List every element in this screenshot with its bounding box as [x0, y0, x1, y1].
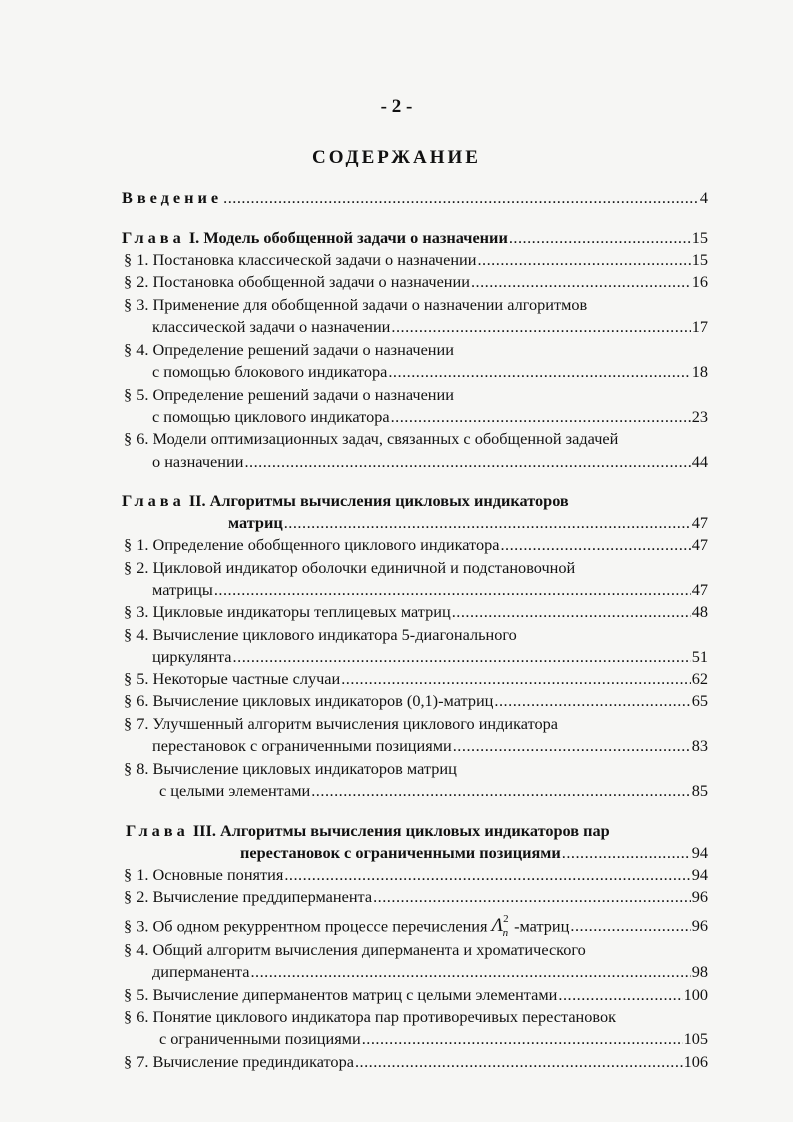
leader-dots [391, 407, 691, 427]
toc-entry-2-2-line1[interactable] [124, 558, 708, 580]
entry-label: § 1. Определение обобщенного циклового индикатора [124, 535, 500, 554]
entry-page: 51 [691, 647, 708, 666]
entry-page: 96 [691, 887, 708, 906]
entry-page: 62 [691, 669, 708, 688]
toc-entry-2-8-line1[interactable] [124, 759, 708, 781]
entry-label: § 6. Понятие циклового индикатора пар противоречивых перестановок [124, 1007, 617, 1026]
entry-page: 106 [683, 1052, 708, 1071]
leader-dots [214, 580, 691, 600]
toc-chapter-3-line2[interactable] [240, 843, 708, 865]
entry-label-continued: перестановок с ограниченными позициями [152, 736, 452, 755]
toc-entry-2-5[interactable] [124, 669, 708, 691]
entry-label: § 4. Общий алгоритм вычисления диперманента и хроматического [124, 940, 586, 959]
entry-page: 48 [691, 602, 708, 621]
entry-page: 23 [691, 407, 708, 426]
entry-page: 16 [691, 272, 708, 291]
leader-dots [558, 985, 682, 1005]
entry-page: 85 [691, 781, 708, 800]
leader-dots [233, 647, 691, 667]
leader-dots [391, 317, 690, 337]
toc-chapter-3-line1[interactable] [126, 821, 708, 843]
leader-dots [477, 250, 690, 270]
toc-entry-1-2[interactable] [124, 272, 708, 294]
lambda-symbol [491, 913, 514, 940]
chapter-heading [122, 228, 508, 248]
leader-dots [341, 669, 690, 689]
leader-dots [284, 865, 690, 885]
leader-dots [244, 452, 690, 472]
entry-label: § 2. Цикловой индикатор оболочки единичной и подстановочной [124, 558, 576, 577]
leader-dots [311, 781, 690, 801]
entry-label-continued: классической задачи о назначении [152, 317, 391, 336]
leader-dots [362, 1029, 683, 1049]
toc-entry-3-2[interactable] [124, 887, 708, 909]
entry-label: § 2. Вычисление преддиперманента [124, 887, 373, 906]
toc-entry-2-1[interactable] [124, 535, 708, 557]
entry-label: Введение [122, 188, 223, 207]
entry-page: 96 [691, 916, 708, 936]
entry-label: § 5. Вычисление диперманентов матриц с целыми элементами [124, 985, 558, 1004]
toc-entry-2-6[interactable] [124, 691, 708, 713]
entry-page: 100 [683, 985, 708, 1004]
chapter-word: Глава [122, 491, 185, 510]
lambda-subscript: n [502, 927, 509, 940]
leader-dots [494, 691, 690, 711]
toc-title: СОДЕРЖАНИЕ [312, 147, 481, 168]
leader-dots [500, 535, 690, 555]
entry-label: § 8. Вычисление цикловых индикаторов матриц [124, 759, 457, 778]
chapter-number: I. [188, 228, 200, 247]
leader-dots [452, 602, 691, 622]
entry-page: 47 [691, 513, 708, 532]
chapter-heading [126, 821, 610, 841]
toc-entry-1-5-line1[interactable] [124, 385, 708, 407]
toc-entry-3-3[interactable] [124, 913, 708, 940]
entry-page: 15 [691, 250, 708, 269]
leader-dots [284, 513, 691, 533]
entry-label: § 3. Цикловые индикаторы теплицевых матриц [124, 602, 451, 621]
entry-page: 47 [691, 580, 708, 599]
entry-label: § 2. Постановка обобщенной задачи о назначении [124, 272, 470, 291]
entry-page: 44 [691, 452, 708, 471]
leader-dots [509, 228, 691, 248]
toc-entry-1-6-line2[interactable] [152, 452, 708, 474]
toc-entry-3-4-line2[interactable] [152, 962, 708, 984]
toc-entry-3-4-line1[interactable] [124, 940, 708, 962]
chapter-title: Алгоритмы вычисления цикловых индикаторов пар [219, 821, 610, 840]
lambda-superscript: 2 [503, 913, 509, 925]
entry-label-continued: циркулянта [152, 647, 232, 666]
toc-entry-3-6-line1[interactable] [124, 1007, 708, 1029]
toc-chapter-2-line2[interactable] [228, 513, 708, 535]
entry-label: § 5. Определение решений задачи о назначении [124, 385, 454, 404]
entry-page: 47 [691, 535, 708, 554]
toc-entry-3-5[interactable] [124, 985, 708, 1007]
leader-dots [355, 1052, 683, 1072]
entry-page: 105 [683, 1029, 708, 1048]
chapter-title: Модель обобщенной задачи о назначении [203, 228, 508, 247]
page-number: - 2 - [380, 96, 413, 117]
entry-label: § 7. Вычисление прединдикатора [124, 1052, 354, 1071]
toc-entry-2-7-line2[interactable] [152, 736, 708, 758]
toc-entry-1-4-line2[interactable] [152, 362, 708, 384]
chapter-number: II. [188, 491, 206, 510]
entry-label: § 6. Модели оптимизационных задач, связанных с обобщенной задачей [124, 429, 619, 448]
leader-dots [562, 843, 691, 863]
toc-entry-2-2-line2[interactable] [152, 580, 708, 602]
entry-label: § 3. Применение для обобщенной задачи о назначении алгоритмов [124, 295, 588, 314]
toc-entry-2-3[interactable] [124, 602, 708, 624]
toc-entry-2-4-line1[interactable] [124, 625, 708, 647]
entry-label: § 7. Улучшенный алгоритм вычисления циклового индикатора [124, 714, 558, 733]
chapter-title: Алгоритмы вычисления цикловых индикаторов [209, 491, 569, 510]
leader-dots [570, 916, 690, 936]
entry-label: § 1. Постановка классической задачи о назначении [124, 250, 477, 269]
chapter-word: Глава [126, 821, 189, 840]
toc-entry-1-1[interactable] [124, 250, 708, 272]
entry-page: 4 [699, 188, 708, 207]
toc-entry-1-6-line1[interactable] [124, 429, 708, 451]
entry-label: § 5. Некоторые частные случаи [124, 669, 341, 688]
chapter-word: Глава [122, 228, 185, 247]
entry-page: 18 [691, 362, 708, 381]
entry-label: § 4. Определение решений задачи о назначении [124, 340, 454, 359]
entry-label-continued: матрицы [152, 580, 213, 599]
toc-entry-1-4-line1[interactable] [124, 340, 708, 362]
entry-label-start: § 3. Об одном рекуррентном процессе перечисления [124, 916, 488, 936]
toc-chapter-1[interactable] [122, 228, 708, 250]
entry-label-continued: диперманента [152, 962, 250, 981]
leader-dots [373, 887, 691, 907]
leader-dots [250, 962, 690, 982]
toc-chapter-2-line1[interactable] [122, 491, 708, 513]
toc-entry-introduction[interactable] [122, 188, 708, 210]
toc-entry-2-4-line2[interactable] [152, 647, 708, 669]
entry-label: § 1. Основные понятия [124, 865, 284, 884]
leader-dots [453, 736, 691, 756]
toc-entry-3-1[interactable] [124, 865, 708, 887]
toc-entry-1-3-line2[interactable] [152, 317, 708, 339]
entry-page: 94 [691, 843, 708, 862]
chapter-number: III. [192, 821, 216, 840]
entry-label-end: -матриц [514, 916, 570, 936]
entry-page: 94 [691, 865, 708, 884]
entry-page: 98 [691, 962, 708, 981]
entry-label-continued: с целыми элементами [159, 781, 311, 800]
toc-entry-3-7[interactable] [124, 1052, 708, 1074]
chapter-heading [122, 491, 569, 511]
chapter-title-continued: перестановок с ограниченными позициями [240, 843, 561, 862]
entry-label: § 4. Вычисление циклового индикатора 5-диагонального [124, 625, 517, 644]
entry-label-continued: с помощью циклового индикатора [152, 407, 390, 426]
leader-dots [471, 272, 691, 292]
leader-dots [388, 362, 690, 382]
entry-label: § 6. Вычисление цикловых индикаторов (0,1)-матриц [124, 691, 494, 710]
entry-page: 65 [691, 691, 708, 710]
entry-label-continued: о назначении [152, 452, 244, 471]
leader-dots [223, 188, 699, 208]
toc-entry-1-3-line1[interactable] [124, 295, 708, 317]
toc-entry-3-6-line2[interactable] [159, 1029, 708, 1051]
entry-label-continued: с ограниченными позициями [159, 1029, 361, 1048]
entry-page: 17 [691, 317, 708, 336]
lambda-glyph: Λ [491, 915, 504, 937]
toc-entry-2-8-line2[interactable] [159, 781, 708, 803]
toc-entry-1-5-line2[interactable] [152, 407, 708, 429]
chapter-title-continued: матриц [228, 513, 283, 532]
entry-page: 83 [691, 736, 708, 755]
toc-entry-2-7-line1[interactable] [124, 714, 708, 736]
entry-page: 15 [691, 228, 708, 247]
entry-label [124, 915, 569, 939]
entry-label-continued: с помощью блокового индикатора [152, 362, 388, 381]
